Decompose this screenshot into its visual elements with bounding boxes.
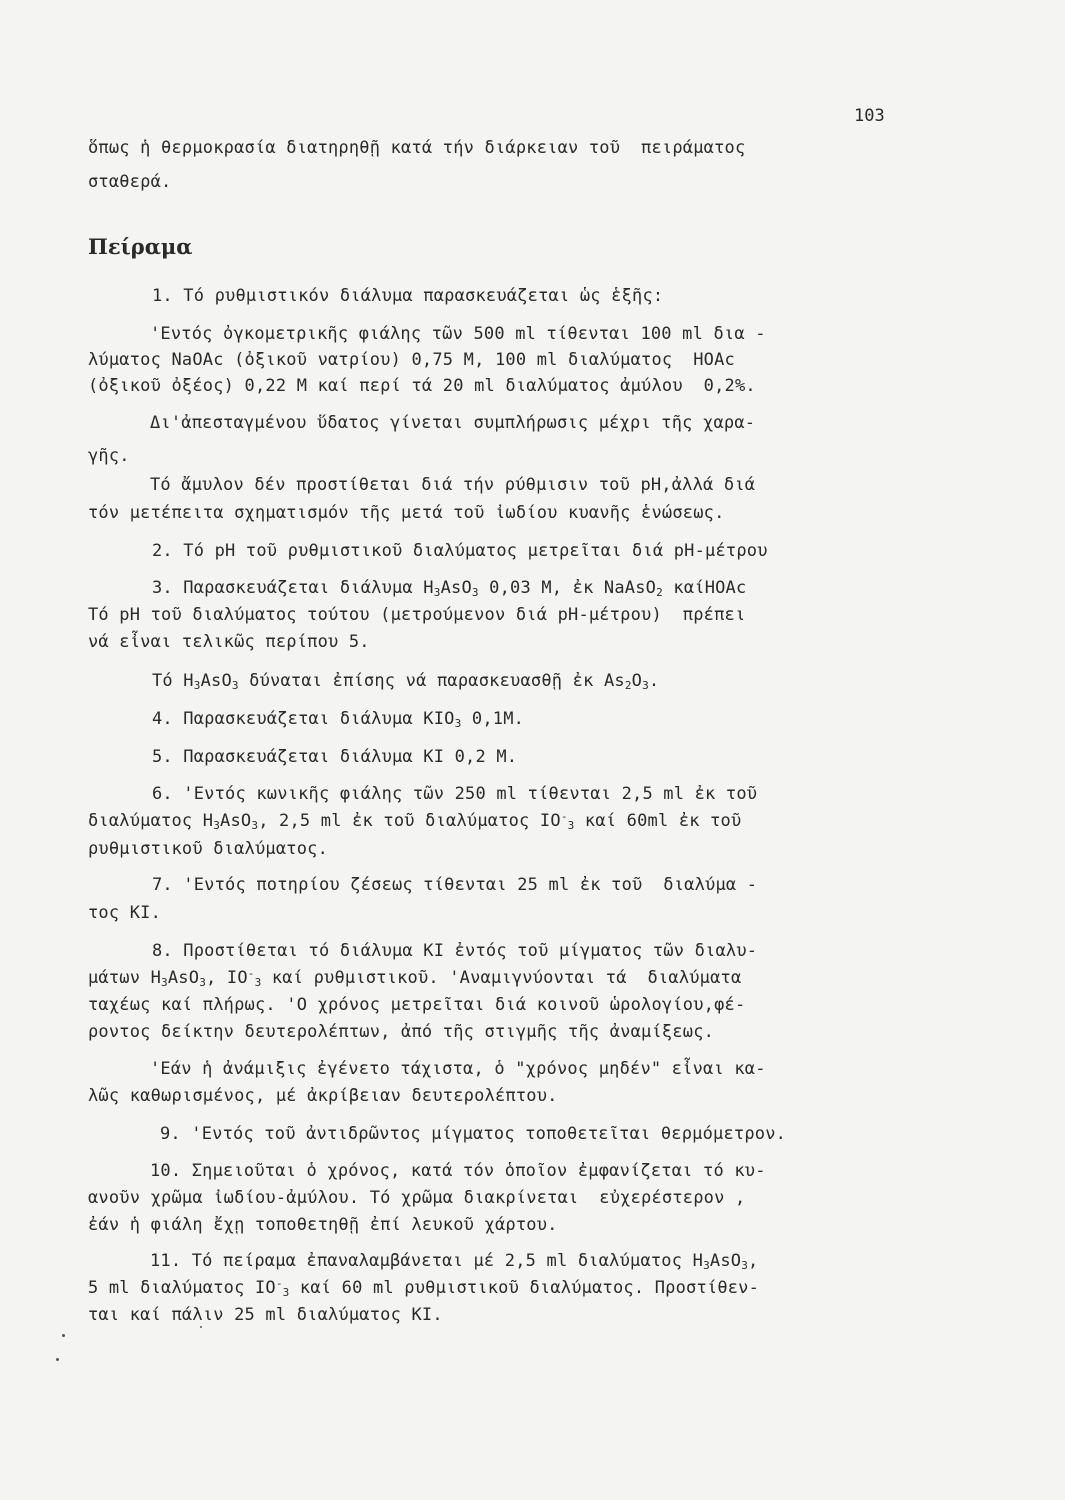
text-line: ροντος δείκτην δευτερολέπτων, ἀπό τῆς στιγμῆς τῆς ἀναμίξεως. [88,1022,715,1042]
list-item: 6. 'Εντός κωνικῆς φιάλης τῶν 250 ml τίθενται 2,5 ml ἐκ τοῦ [152,784,758,804]
list-item: 1. Τό ρυθμιστικόν διάλυμα παρασκευάζεται ὡς ἑξῆς: [152,286,664,306]
text-line: Τό $H_3AsO_3$ δύναται ἐπίσης νά παρασκευασθῇ ἐκ $As_2O_3$. [152,671,660,692]
text-line: νά εἶναι τελικῶς περίπου 5. [88,632,370,652]
text-line: διαλύματος $H_3AsO_3$, 2,5 ml ἐκ τοῦ διαλύματος $IO^-_3$ καί 60ml ἐκ τοῦ [88,810,742,832]
text-line: Τό pH τοῦ διαλύματος τούτου (μετρούμενον διά pH-μέτρου) πρέπει [88,605,746,625]
text-line: ταχέως καί πλήρως. 'Ο χρόνος μετρεῖται διά κοινοῦ ὡρολογίου,φέ- [88,995,746,1015]
text-line: (ὀξικοῦ ὀξέος) 0,22 M καί περί τά 20 ml διαλύματος ἀμύλου 0,2%. [88,376,756,396]
text-line: λῶς καθωρισμένος, μέ ἀκρίβειαν δευτερολέπτου. [88,1086,558,1106]
text-line: 'Εάν ἡ ἀνάμιξις ἐγένετο τάχιστα, ὁ "χρόνος μηδέν" εἶναι κα- [150,1059,766,1079]
list-item: 4. Παρασκευάζεται διάλυμα $KIO_3$ 0,1M. [152,709,525,730]
text-line: τόν μετέπειτα σχηματισμόν τῆς μετά τοῦ ἰωδίου κυανῆς ἑνώσεως. [88,503,725,523]
text-line: σταθερά. [88,172,172,192]
text-line: Τό ἄμυλον δέν προστίθεται διά τήν ρύθμισιν τοῦ pH,ἀλλά διά [150,475,756,495]
list-item: 5. Παρασκευάζεται διάλυμα KI 0,2 M. [152,747,518,767]
speck [56,1358,59,1361]
page-number: 103 [854,106,885,126]
text-line: μάτων $H_3AsO_3$, $IO^-_3$ καί ρυθμιστικοῦ. 'Αναμιγνύονται τά διαλύματα [88,967,742,989]
text-line: ὅπως ἡ θερμοκρασία διατηρηθῇ κατά τήν διάρκειαν τοῦ πειράματος [88,138,746,158]
list-item: 2. Τό pH τοῦ ρυθμιστικοῦ διαλύματος μετρεῖται διά pH-μέτρου [152,541,768,561]
list-item: 3. Παρασκευάζεται διάλυμα $H_3AsO_3$ 0,03 M, ἐκ NaAsO$_2$ καίHOAc [152,578,747,599]
list-item: 11. Τό πείραμα ἐπαναλαμβάνεται μέ 2,5 ml διαλύματος $H_3AsO_3$, [150,1251,759,1272]
text-line: ανοῦν χρῶμα ἰωδίου-ἀμύλου. Τό χρῶμα διακρίνεται εὐχερέστερον , [88,1188,746,1208]
text-line: ρυθμιστικοῦ διαλύματος. [88,839,329,859]
list-item: 7. 'Εντός ποτηρίου ζέσεως τίθενται 25 ml ἐκ τοῦ διαλύμα - [152,875,758,895]
text-line: ἐάν ἡ φιάλη ἔχῃ τοποθετηθῇ ἐπί λευκοῦ χάρτου. [88,1215,558,1235]
speck [62,1334,65,1337]
speck [200,1326,202,1328]
list-item: 10. Σημειοῦται ὁ χρόνος, κατά τόν ὁποῖον ἐμφανίζεται τό κυ- [150,1161,766,1181]
text-line: 'Εντός ὀγκομετρικῆς φιάλης τῶν 500 ml τίθενται 100 ml δια - [150,324,766,344]
text-line: λύματος NaOAc (ὀξικοῦ νατρίου) 0,75 M, 100 ml διαλύματος HOAc [88,350,735,370]
text-line: γῆς. [88,446,130,466]
text-line: ται καί πάλιν 25 ml διαλύματος KI. [88,1305,443,1325]
list-item: 8. Προστίθεται τό διάλυμα KI ἐντός τοῦ μίγματος τῶν διαλυ- [152,941,758,961]
text-line: 5 ml διαλύματος $IO^-_3$ καί 60 ml ρυθμιστικοῦ διαλύματος. Προστίθεν- [88,1277,760,1299]
list-item: 9. 'Εντός τοῦ ἀντιδρῶντος μίγματος τοποθετεῖται θερμόμετρον. [160,1124,787,1144]
text-line: Δι'ἀπεσταγμένου ὕδατος γίνεται συμπλήρωσις μέχρι τῆς χαρα- [150,413,756,433]
text-line: τος KI. [88,903,162,923]
section-heading: Πείραμα [88,234,193,259]
